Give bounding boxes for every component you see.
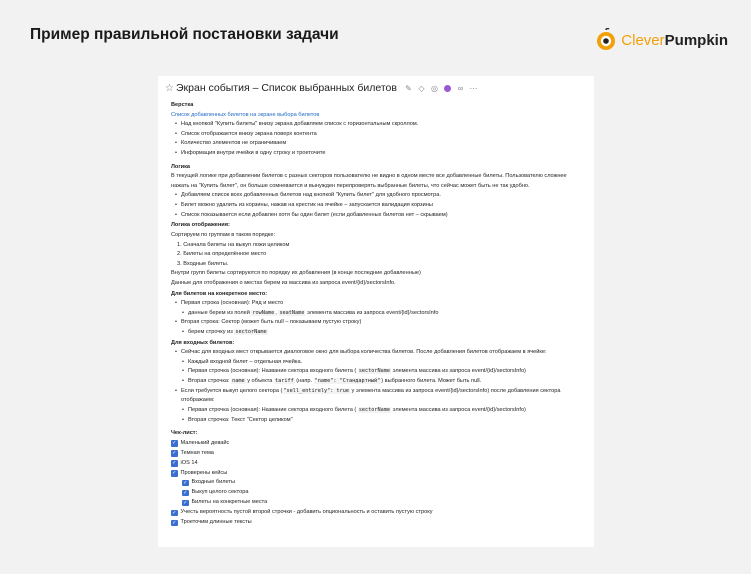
avatar[interactable] bbox=[443, 84, 452, 93]
document-title: Экран события – Список выбранных билетов bbox=[176, 82, 397, 94]
pencil-icon[interactable]: ✎ bbox=[405, 83, 412, 93]
checklist-item[interactable] bbox=[171, 508, 586, 518]
section-heading-seats: Для билетов на конкретное место: bbox=[171, 290, 268, 297]
checklist-item[interactable] bbox=[171, 498, 586, 508]
list-item: • Сейчас для входных мест открывается диалоговое окно для выбора количества билетов. После добавления билетов отображаем в ячейке: bbox=[181, 348, 586, 358]
entry-list bbox=[171, 348, 586, 358]
list-item bbox=[188, 328, 586, 338]
checklist-item[interactable] bbox=[171, 439, 586, 449]
code: sectorName bbox=[358, 368, 391, 375]
checklist-item[interactable] bbox=[171, 478, 586, 488]
entry-list-2 bbox=[171, 387, 586, 406]
list-item: • Каждый входной билет – отдельная ячейка. bbox=[188, 358, 586, 368]
slide-title: Пример правильной постановки задачи bbox=[30, 26, 339, 43]
text: , bbox=[275, 309, 277, 316]
text: Первая строчка (основная): Название сектора входного билета ( bbox=[188, 368, 357, 375]
text: у элемента массива из запроса event/{id}/sectorsInfo) после добавления сектора отображаем: bbox=[181, 387, 561, 404]
seats-sublist-2 bbox=[171, 328, 586, 338]
brand-name bbox=[621, 32, 728, 49]
pumpkin-icon bbox=[595, 28, 617, 52]
code: rowName bbox=[252, 309, 275, 316]
brand-name-first: Clever bbox=[621, 31, 665, 49]
section-heading-layout: Верстка bbox=[171, 102, 194, 108]
text: Если требуется выкуп целого сектора ( bbox=[181, 387, 283, 394]
document-card bbox=[158, 76, 594, 547]
list-item: • Информация внутри ячейки в одну строку и троеточите bbox=[181, 149, 586, 159]
checklist-label: Входные билеты bbox=[191, 479, 236, 486]
code: name bbox=[232, 378, 245, 385]
section-heading-display: Логика отображения: bbox=[171, 222, 230, 229]
checklist-label: Троеточим длинные тексты bbox=[180, 518, 252, 525]
list-item bbox=[188, 309, 586, 319]
list-item: • Список показывается если добавлен хотя бы один билет (если добавленных билетов нет – скрываем) bbox=[181, 211, 586, 221]
entry-sublist-1 bbox=[171, 358, 586, 387]
checklist-label: Маленький девайс bbox=[180, 439, 230, 446]
seats-list-2 bbox=[171, 318, 586, 328]
checklist bbox=[171, 439, 586, 528]
checklist-label: Выкуп целого сектора bbox=[191, 489, 249, 496]
checklist-label: Темная тема bbox=[180, 449, 214, 456]
code: sectorName bbox=[235, 329, 267, 336]
list-item: • Вторая строка: Сектор (может быть null – показываем пустую строку) bbox=[181, 318, 586, 328]
code: sectorName bbox=[358, 406, 391, 413]
list-item: 1. Сначала билеты на выкуп ложи целиком bbox=[177, 241, 290, 248]
checklist-label: iOS 14 bbox=[180, 459, 198, 466]
seats-first-row: Первая строка (основная): Ряд и место bbox=[181, 300, 284, 307]
avatar-dot bbox=[444, 85, 451, 92]
seats-sublist-1 bbox=[171, 309, 586, 319]
list-item: • Добавляем список всех добавленных билетов над кнопкой "Купить билет" для удобного просмотра. bbox=[181, 191, 586, 201]
text: Первая строчка (основная): Название сектора входного билета ( bbox=[188, 406, 357, 413]
checkbox-checked-icon[interactable]: ✓ bbox=[183, 499, 188, 506]
entry-sublist-2 bbox=[171, 406, 586, 425]
layout-list bbox=[171, 120, 586, 158]
text: данные берем из полей bbox=[188, 309, 250, 316]
checklist-item[interactable] bbox=[171, 468, 586, 478]
text: ) выбранного билета. Может быть null. bbox=[381, 378, 482, 385]
checkbox-checked-icon[interactable]: ✓ bbox=[183, 479, 188, 486]
text: элемента массива из запроса event/{id}/sectorsInfo) bbox=[392, 406, 526, 413]
checkbox-checked-icon[interactable]: ✓ bbox=[172, 460, 177, 467]
text: элемента массива из запроса event/{id}/sectorsInfo bbox=[307, 309, 439, 316]
list-item: • Вторая строчка: Текст "Сектор целиком" bbox=[188, 416, 586, 426]
checkbox-checked-icon[interactable]: ✓ bbox=[172, 519, 177, 526]
sort-order-list bbox=[171, 241, 586, 270]
code: "name": "Стандартный" bbox=[314, 378, 381, 385]
section-heading-entry: Для входных билетов: bbox=[171, 339, 235, 346]
list-item: 3. Входные билеты. bbox=[177, 260, 229, 267]
star-icon[interactable]: ☆ bbox=[165, 82, 174, 94]
section-heading-checklist: Чек-лист: bbox=[171, 430, 198, 437]
code: seatName bbox=[279, 309, 305, 316]
checklist-item[interactable] bbox=[171, 449, 586, 459]
list-item bbox=[188, 406, 586, 416]
list-item: • Количество элементов не ограничиваем bbox=[181, 139, 586, 149]
code: "sell_entirely": true bbox=[283, 387, 349, 394]
list-item: • Билет можно удалить из корзины, нажав на крестик на ячейке – запускается валидация корзины bbox=[181, 201, 586, 211]
checkbox-checked-icon[interactable]: ✓ bbox=[172, 470, 177, 477]
sort-text: Сортируем по группам в таком порядке: bbox=[171, 231, 276, 238]
checklist-item[interactable] bbox=[171, 459, 586, 469]
checklist-label: Билеты на конкретные места bbox=[191, 499, 268, 506]
checklist-label: Проверены кейсы bbox=[180, 469, 228, 476]
list-item bbox=[181, 387, 586, 406]
checklist-label: Учесть вероятность пустой второй строчки - добавить опциональность и оставить пустую строку bbox=[180, 509, 433, 516]
tag-icon[interactable]: ◇ bbox=[418, 83, 425, 93]
document-header bbox=[165, 79, 586, 97]
code: tariff bbox=[274, 378, 294, 385]
checklist-item[interactable] bbox=[171, 488, 586, 498]
brand-logo bbox=[595, 28, 728, 52]
globe-icon[interactable]: ◎ bbox=[430, 83, 438, 93]
checkbox-checked-icon[interactable]: ✓ bbox=[172, 509, 177, 516]
link-icon[interactable]: ∞ bbox=[457, 83, 464, 93]
text: элемента массива из запроса event/{id}/sectorsInfo) bbox=[392, 368, 526, 375]
brand-name-second: Pumpkin bbox=[664, 31, 728, 49]
list-item bbox=[188, 377, 586, 387]
logic-list bbox=[171, 191, 586, 220]
list-item: • Над кнопкой "Купить билеты" внизу экрана добавляем список с горизонтальным скроллом. bbox=[181, 120, 586, 130]
logic-paragraph: В текущей логике при добавлении билетов с разных секторов пользователю не видно в одном месте все добавленные билеты. Пользователю сложнее нажать на "Купить билет", он больше сомневается и вынужден перепроверять выбранные билеты, что сейчас может быть не так удобно. bbox=[171, 173, 567, 189]
checkbox-checked-icon[interactable]: ✓ bbox=[183, 489, 188, 496]
text: у объекта bbox=[247, 378, 273, 385]
seats-list bbox=[171, 299, 586, 309]
checkbox-checked-icon[interactable]: ✓ bbox=[172, 450, 177, 457]
text: Вторая строчка: bbox=[188, 378, 230, 385]
section-heading-logic: Логика bbox=[171, 163, 191, 170]
more-icon[interactable]: ⋯ bbox=[469, 83, 478, 93]
list-item bbox=[188, 367, 586, 377]
text: берем строчку из bbox=[188, 329, 233, 336]
checklist-item[interactable] bbox=[171, 518, 586, 528]
list-item bbox=[181, 299, 586, 309]
text: (напр. bbox=[296, 378, 313, 385]
inside-groups-text: Внутри групп билеты сортируются по порядку их добавления (в конце последние добавленные) bbox=[171, 270, 421, 277]
list-item: 2. Билеты на определённое место bbox=[177, 251, 267, 258]
document-body bbox=[165, 97, 586, 528]
layout-link[interactable]: Список добавленных билетов на экране выбора билетов bbox=[171, 111, 320, 118]
checkbox-checked-icon[interactable]: ✓ bbox=[172, 440, 177, 447]
data-source-text: Данные для отображения о местах берем из массива из запроса event/{id}/sectorsInfo. bbox=[171, 279, 396, 286]
list-item: • Список отображается внизу экрана поверх контента bbox=[181, 130, 586, 140]
